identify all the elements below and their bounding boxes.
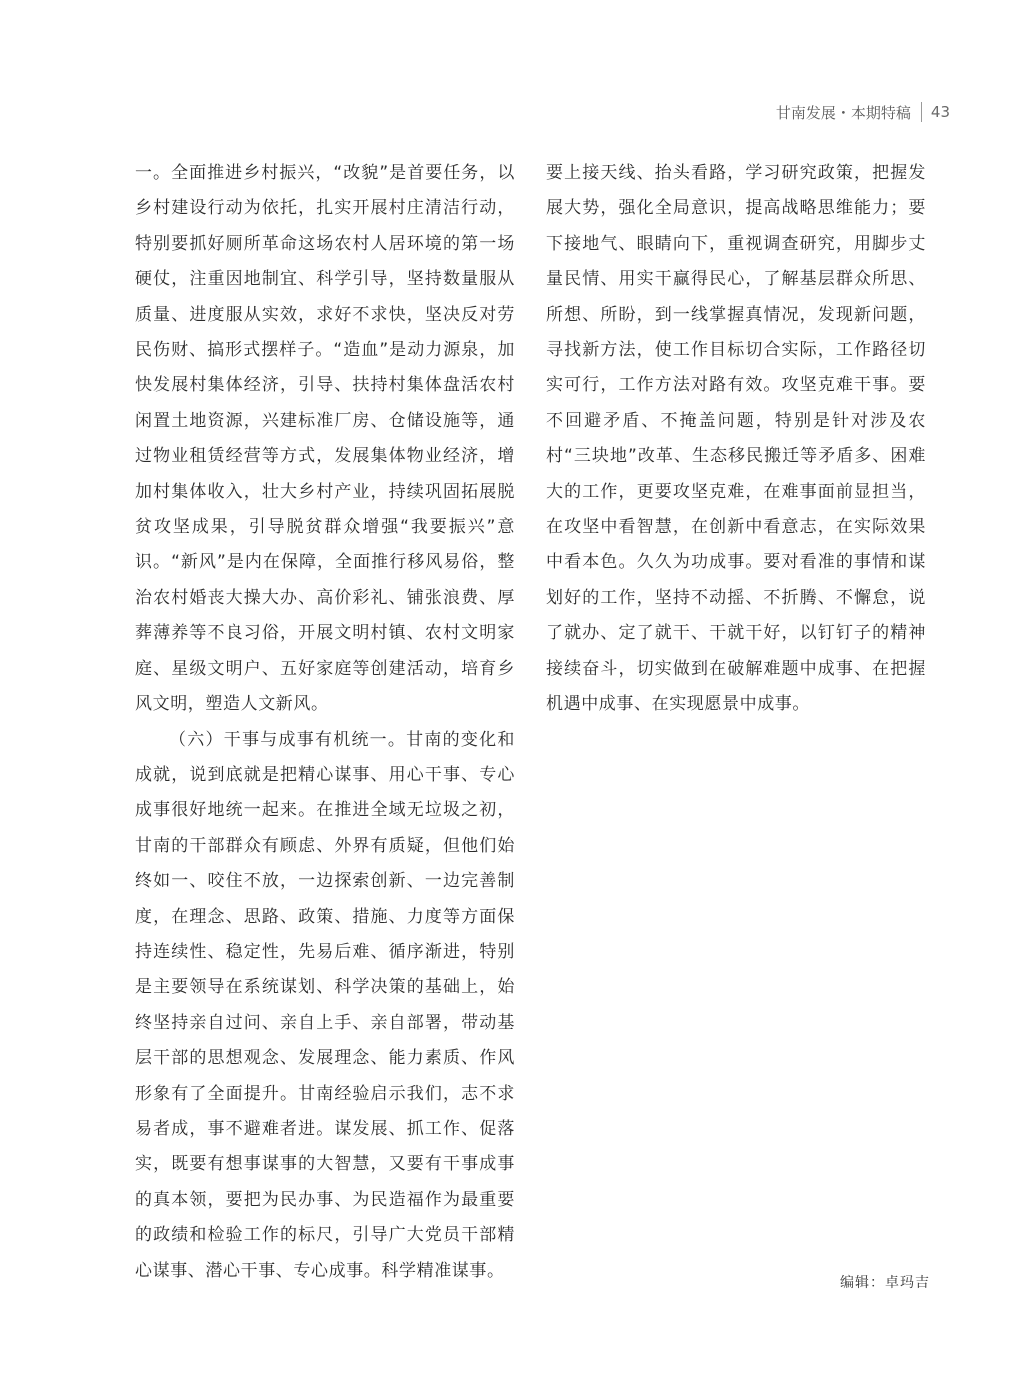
section-title: 甘南发展・本期特稿 <box>775 103 911 122</box>
right-column <box>546 156 926 723</box>
running-header <box>776 101 950 123</box>
page-number: 43 <box>930 103 950 121</box>
paragraph-section-six: （六）干事与成事有机统一。甘南的变化和成就，说到底就是把精心谋事、用心干事、专心成事很好地统一起来。在推进全域无垃圾之初，甘南的干部群众有顾虑、外界有质疑，但他们始终如一、咬住不放，一边探索创新、一边完善制度，在理念、思路、政策、措施、力度等方面保持连续性、稳定性，先易后难、循序渐进，特别是主要领导在系统谋划、科学决策的基础上，始终坚持亲自过问、亲自上手、亲自部署，带动基层干部的思想观念、发展理念、能力素质、作风形象有了全面提升。甘南经验启示我们，志不求易者成，事不避难者进。谋发展、抓工作、促落实，既要有想事谋事的大智慧，又要有干事成事的真本领，要把为民办事、为民造福作为最重要的政绩和检验工作的标尺，引导广大党员干部精心谋事、潜心干事、专心成事。科学精准谋事。 <box>135 729 515 1281</box>
left-column <box>135 156 515 1289</box>
editor-credit: 编辑：卓玛吉 <box>840 1275 930 1291</box>
paragraph-continuation: 要上接天线、抬头看路，学习研究政策，把握发展大势，强化全局意识，提高战略思维能力；要下接地气、眼睛向下，重视调查研究，用脚步丈量民情、用实干赢得民心，了解基层群众所思、所想、所盼，到一线掌握真情况，发现新问题，寻找新方法，使工作目标切合实际，工作路径切实可行，工作方法对路有效。攻坚克难干事。要不回避矛盾、不掩盖问题，特别是针对涉及农村“三块地”改革、生态移民搬迁等矛盾多、困难大的工作，更要攻坚克难，在难事面前显担当，在攻坚中看智慧，在创新中看意志，在实际效果中看本色。久久为功成事。要对看准的事情和谋划好的工作，坚持不动摇、不折腾、不懈怠，说了就办、定了就干、干就干好，以钉钉子的精神接续奋斗，切实做到在破解难题中成事、在把握机遇中成事、在实现愿景中成事。 <box>546 163 926 715</box>
header-divider <box>921 102 922 122</box>
paragraph-rural-revitalization: 一。全面推进乡村振兴，“改貌”是首要任务，以乡村建设行动为依托，扎实开展村庄清洁行动，特别要抓好厕所革命这场农村人居环境的第一场硬仗，注重因地制宜、科学引导，坚持数量服从质量、进度服从实效，求好不求快，坚决反对劳民伤财、搞形式摆样子。“造血”是动力源泉，加快发展村集体经济，引导、扶持村集体盘活农村闲置土地资源，兴建标准厂房、仓储设施等，通过物业租赁经营等方式，发展集体物业经济，增加村集体收入，壮大乡村产业，持续巩固拓展脱贫攻坚成果，引导脱贫群众增强“我要振兴”意识。“新风”是内在保障，全面推行移风易俗，整治农村婚丧大操大办、高价彩礼、铺张浪费、厚葬薄养等不良习俗，开展文明村镇、农村文明家庭、星级文明户、五好家庭等创建活动，培育乡风文明，塑造人文新风。 <box>135 163 515 715</box>
